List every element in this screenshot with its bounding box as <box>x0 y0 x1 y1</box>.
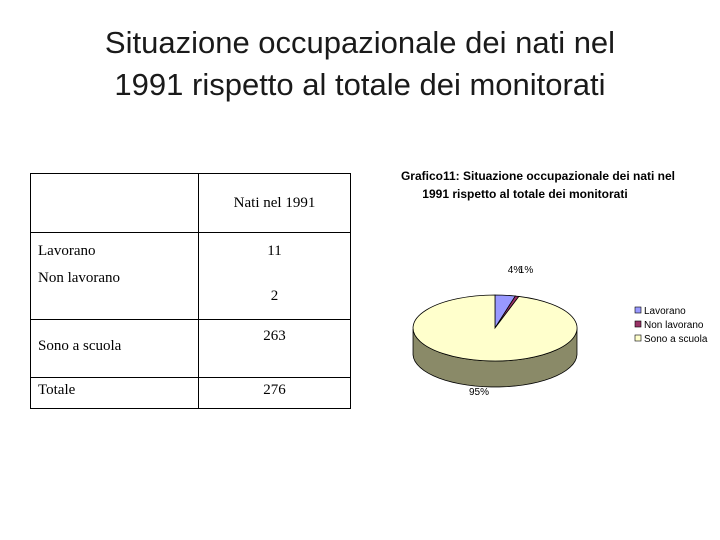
table-row <box>31 378 351 409</box>
row-label-lavorano: Lavorano <box>38 243 96 259</box>
page-title <box>0 22 720 106</box>
legend-label-non-lavorano: Non lavorano <box>644 320 704 331</box>
table-row <box>31 320 351 378</box>
row-value-lavorano: 11 <box>267 243 282 259</box>
page-title-line-2: 1991 rispetto al totale dei monitorati <box>114 67 606 102</box>
row-label-non-lavorano: Non lavorano <box>38 270 121 286</box>
row-value-non-lavorano: 2 <box>270 288 279 304</box>
chart-title-line-1: Grafico11: Situazione occupazionale dei nati nel <box>400 169 676 183</box>
pie-chart <box>395 160 715 410</box>
data-table <box>30 173 351 409</box>
page-title-line-1: Situazione occupazionale dei nati nel <box>104 25 616 60</box>
chart-title-line-2: 1991 rispetto al totale dei monitorati <box>422 187 628 201</box>
row-value-sono-a-scuola: 263 <box>263 328 286 344</box>
pie-top <box>413 295 577 361</box>
chart-legend <box>635 306 708 345</box>
row-value-totale: 276 <box>263 382 286 398</box>
pie-slice-sono-a-scuola <box>413 295 577 361</box>
legend-swatch-sono-a-scuola <box>635 335 641 341</box>
table-header-row <box>31 174 351 233</box>
data-label-lavorano: 4% <box>507 265 523 276</box>
legend-label-sono-a-scuola: Sono a scuola <box>644 334 708 345</box>
table-header-cell: Nati nel 1991 <box>199 174 351 233</box>
row-label-sono-a-scuola: Sono a scuola <box>38 338 122 354</box>
data-label-sono-a-scuola: 95% <box>468 387 490 398</box>
legend-swatch-lavorano <box>635 307 641 313</box>
table-row <box>31 233 351 320</box>
table-corner-cell <box>31 174 199 233</box>
legend-swatch-non-lavorano <box>635 321 641 327</box>
data-label-non-lavorano: 1% <box>518 265 534 276</box>
legend-label-lavorano: Lavorano <box>644 306 686 317</box>
row-label-totale: Totale <box>38 382 76 398</box>
